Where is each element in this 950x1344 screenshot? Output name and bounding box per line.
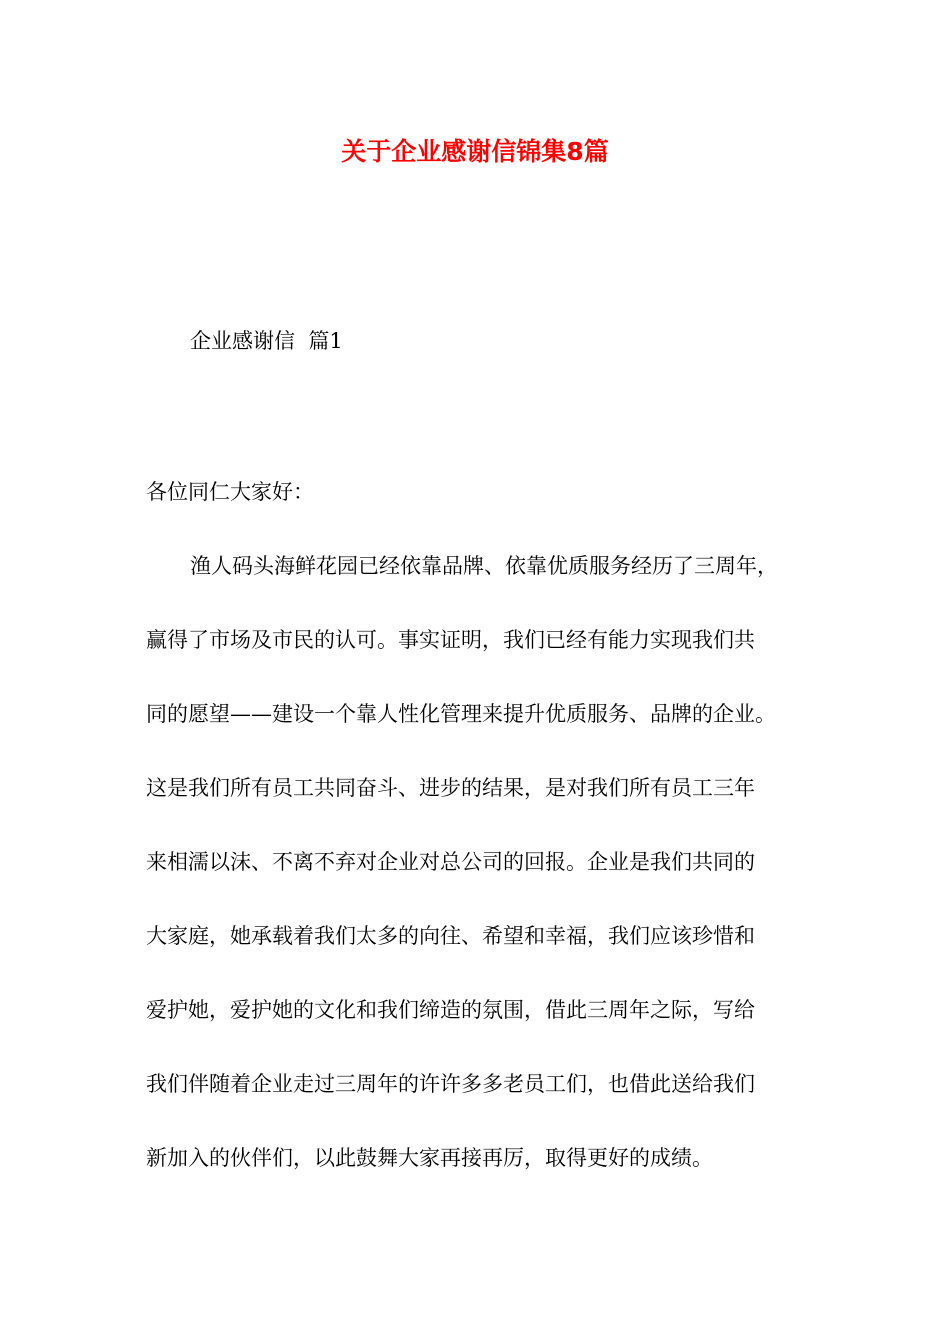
paragraph-line: 来相濡以沫、不离不弃对企业对总公司的回报。企业是我们共同的 [146,850,755,874]
greeting-line: 各位同仁大家好： [146,480,314,504]
paragraph-line: 同的愿望——建设一个靠人性化管理来提升优质服务、品牌的企业。 [146,702,776,726]
paragraph-line: 爱护她，爱护她的文化和我们缔造的氛围，借此三周年之际，写给 [146,998,755,1022]
paragraph-line: 大家庭，她承载着我们太多的向往、希望和幸福，我们应该珍惜和 [146,924,755,948]
paragraph-line: 我们伴随着企业走过三周年的许许多多老员工们，也借此送给我们 [146,1072,755,1096]
paragraph-line: 赢得了市场及市民的认可。事实证明，我们已经有能力实现我们共 [146,628,755,652]
paragraph-line: 这是我们所有员工共同奋斗、进步的结果，是对我们所有员工三年 [146,776,755,800]
section-heading: 企业感谢信 篇1 [190,329,343,353]
document-title: 关于企业感谢信锦集8篇 [341,137,609,166]
paragraph-line: 新加入的伙伴们，以此鼓舞大家再接再厉，取得更好的成绩。 [146,1146,713,1170]
paragraph-line: 渔人码头海鲜花园已经依靠品牌、依靠优质服务经历了三周年， [190,554,778,578]
